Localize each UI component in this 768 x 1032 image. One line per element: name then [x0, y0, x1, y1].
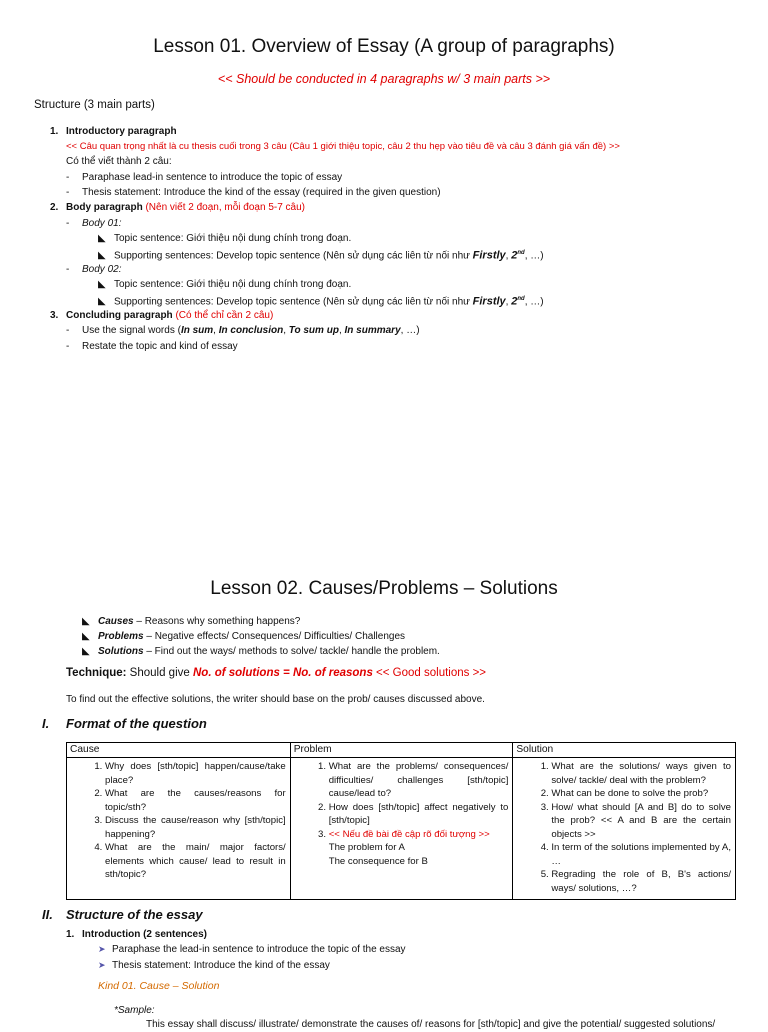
section2-title: Structure of the essay [66, 907, 203, 922]
lesson1-subtitle: << Should be conducted in 4 paragraphs w/ 3 main parts >> [217, 72, 551, 86]
intro-bullet-text: Paraphase the lead-in sentence to introduce the topic of the essay [112, 944, 406, 955]
arrow-bullet-icon: ◣ [82, 631, 90, 642]
bullet-desc: – Find out the ways/ methods to solve/ tackle/ handle the problem. [143, 646, 440, 657]
body-label: Body paragraph [66, 202, 143, 213]
section2-num: II. [42, 907, 53, 922]
format-table [66, 742, 736, 900]
problem3-note: << Nếu đề bài đề cập rõ đối tượng >> [328, 828, 490, 840]
list-item: 3. How/ what should [A and B] do to solve the prob? << A and B are the certain objects >> [551, 801, 731, 842]
technique-note: << Good solutions >> [372, 667, 487, 679]
nd-sup: nd [517, 296, 525, 302]
find-out-text: To find out the effective solutions, the writer should base on the prob/ causes discussed above. [66, 694, 485, 705]
intro-num: 1. [50, 126, 59, 137]
list-item: 4. In term of the solutions implemented by A, … [551, 841, 731, 868]
signal-suffix: , …) [400, 325, 420, 336]
section1-heading [42, 716, 207, 731]
concluding-paragraph-heading [50, 308, 273, 323]
intro-paragraph-heading [50, 124, 177, 139]
lesson1-title: Lesson 01. Overview of Essay (A group of paragraphs) [153, 36, 615, 57]
problem3-line: The consequence for B [328, 855, 428, 867]
signal-in-sum: In sum [180, 325, 214, 336]
introduction-heading [66, 927, 207, 942]
arrow-right-icon: ➤ [98, 960, 106, 970]
topic-sentence-text: Topic sentence: Giới thiệu nội dung chính trong đoạn. [114, 233, 352, 244]
second-word: 2 [511, 249, 518, 262]
solution-cell [513, 758, 736, 900]
problem-cell [290, 758, 513, 900]
body02-topic [98, 277, 351, 292]
kind01-heading: Kind 01. Cause – Solution [98, 980, 220, 992]
list-item: 2. What are the causes/reasons for topic/sth? [105, 787, 286, 814]
section1-title: Format of the question [66, 716, 207, 731]
list-item: 5. Regrading the role of B, B's actions/ ways/ solutions, …? [551, 868, 731, 895]
comma: , [505, 296, 512, 308]
list-item: 4. What are the main/ major factors/ elements which cause/ lead to result in sth/topic? [105, 841, 286, 882]
bullet-term: Solutions [98, 646, 144, 657]
section2-heading [42, 907, 203, 922]
intro-note: << Câu quan trọng nhất là cu thesis cuối trong 3 câu (Câu 1 giới thiệu topic, câu 2 thu hẹp vào tiêu đề và câu 3 đánh giá vấn đề) >> [66, 141, 620, 152]
concluding-label: Concluding paragraph [66, 310, 173, 321]
comma: , [505, 250, 512, 262]
body01-heading: - Body 01: [66, 218, 122, 229]
concluding-num: 3. [50, 310, 59, 321]
firstly-word: Firstly [472, 249, 506, 262]
second-word: 2 [511, 295, 518, 308]
introduction-label: Introduction (2 sentences) [82, 929, 208, 940]
body02-label: Body 02: [82, 264, 122, 275]
signal-in-conclusion: In conclusion [218, 325, 284, 336]
body02-supporting [98, 292, 544, 309]
restate-item: - Restate the topic and kind of essay [66, 341, 238, 352]
list-item: 1. What are the problems/ consequences/ difficulties/ challenges [sth/topic] cause/lead to? [329, 760, 509, 801]
problem3-line: The problem for A [328, 842, 405, 853]
topic-sentence-text: Topic sentence: Giới thiệu nội dung chính trong đoạn. [114, 279, 352, 290]
concluding-note: (Có thể chỉ cần 2 câu) [175, 310, 274, 321]
bullet-term: Problems [98, 631, 144, 642]
body-note: (Nên viết 2 đoạn, mỗi đoạn 5-7 câu) [145, 202, 306, 213]
body-num: 2. [50, 202, 59, 213]
body-paragraph-heading [50, 200, 305, 215]
bullet-term: Causes [98, 616, 134, 627]
arrow-bullet-icon: ◣ [98, 233, 106, 244]
header-problem: Problem [290, 743, 513, 758]
body02-heading: - Body 02: [66, 264, 122, 275]
section1-num: I. [42, 716, 50, 731]
supporting-prefix: Supporting sentences: Develop topic sentence (Nên sử dụng các liên từ nối như [114, 296, 473, 308]
technique-red: No. of solutions = No. of reasons [192, 667, 373, 679]
list-item: 2. What can be done to solve the prob? [551, 787, 731, 801]
lesson2-bullet [82, 644, 440, 659]
restate-text: Restate the topic and kind of essay [82, 341, 238, 352]
list-item: 1. Why does [sth/topic] happen/cause/take place? [105, 760, 286, 787]
arrow-right-icon: ➤ [98, 944, 106, 954]
technique-text: Should give [126, 667, 193, 679]
technique-label: Technique: [66, 667, 127, 679]
signal-to-sum-up: To sum up [288, 325, 339, 336]
lesson2-bullet [82, 614, 300, 629]
arrow-bullet-icon: ◣ [98, 250, 106, 262]
intro-bullet-text: Thesis statement: Introduce the kind of the essay [112, 960, 330, 971]
arrow-bullet-icon: ◣ [82, 616, 90, 627]
header-solution: Solution [513, 743, 736, 758]
intro-item-text: Thesis statement: Introduce the kind of the essay (required in the given question) [82, 187, 441, 198]
structure-heading: Structure (3 main parts) [34, 99, 155, 111]
intro-item-text: Paraphase lead-in sentence to introduce the topic of essay [82, 172, 343, 183]
cause-cell [67, 758, 291, 900]
supporting-suffix: , …) [524, 250, 544, 262]
intro-item: - Thesis statement: Introduce the kind of the essay (required in the given question) [66, 187, 441, 198]
intro-bullet [98, 958, 330, 973]
technique-line [66, 667, 486, 679]
body01-topic [98, 231, 351, 246]
supporting-suffix: , …) [524, 296, 544, 308]
arrow-bullet-icon: ◣ [98, 279, 106, 290]
signal-in-summary: In summary [344, 325, 401, 336]
arrow-bullet-icon: ◣ [98, 296, 106, 308]
list-item [329, 828, 509, 842]
intro-can-write: Có thể viết thành 2 câu: [66, 156, 172, 167]
supporting-prefix: Supporting sentences: Develop topic sentence (Nên sử dụng các liên từ nối như [114, 250, 473, 262]
nd-sup: nd [517, 250, 525, 256]
list-item: 1. What are the solutions/ ways given to solve/ tackle/ deal with the problem? [551, 760, 731, 787]
intro-bullet [98, 942, 406, 957]
list-item: 3. Discuss the cause/reason why [sth/topic] happening? [105, 814, 286, 841]
bullet-desc: – Reasons why something happens? [133, 616, 301, 627]
bullet-desc: – Negative effects/ Consequences/ Difficulties/ Challenges [143, 631, 406, 642]
list-item: 2. How does [sth/topic] affect negatively to [sth/topic] [329, 801, 509, 828]
sample-text: This essay shall discuss/ illustrate/ demonstrate the causes of/ reasons for [sth/topic] and give the potential/ suggested solutions/ [146, 1019, 716, 1030]
firstly-word: Firstly [472, 295, 506, 308]
signal-prefix: Use the signal words ( [82, 325, 181, 336]
intro-label: Introductory paragraph [66, 126, 177, 137]
arrow-bullet-icon: ◣ [82, 646, 90, 657]
sample-label: *Sample: [114, 1005, 155, 1016]
body01-label: Body 01: [82, 218, 122, 229]
lesson2-bullet [82, 629, 405, 644]
signal-words-item: - Use the signal words (In sum, In conclusion, To sum up, In summary, …) [66, 325, 420, 336]
body01-supporting [98, 246, 544, 263]
intro-item: - Paraphase lead-in sentence to introduce the topic of essay [66, 172, 343, 183]
lesson2-title: Lesson 02. Causes/Problems – Solutions [210, 578, 558, 599]
header-cause: Cause [67, 743, 291, 758]
introduction-num: 1. [66, 929, 75, 940]
